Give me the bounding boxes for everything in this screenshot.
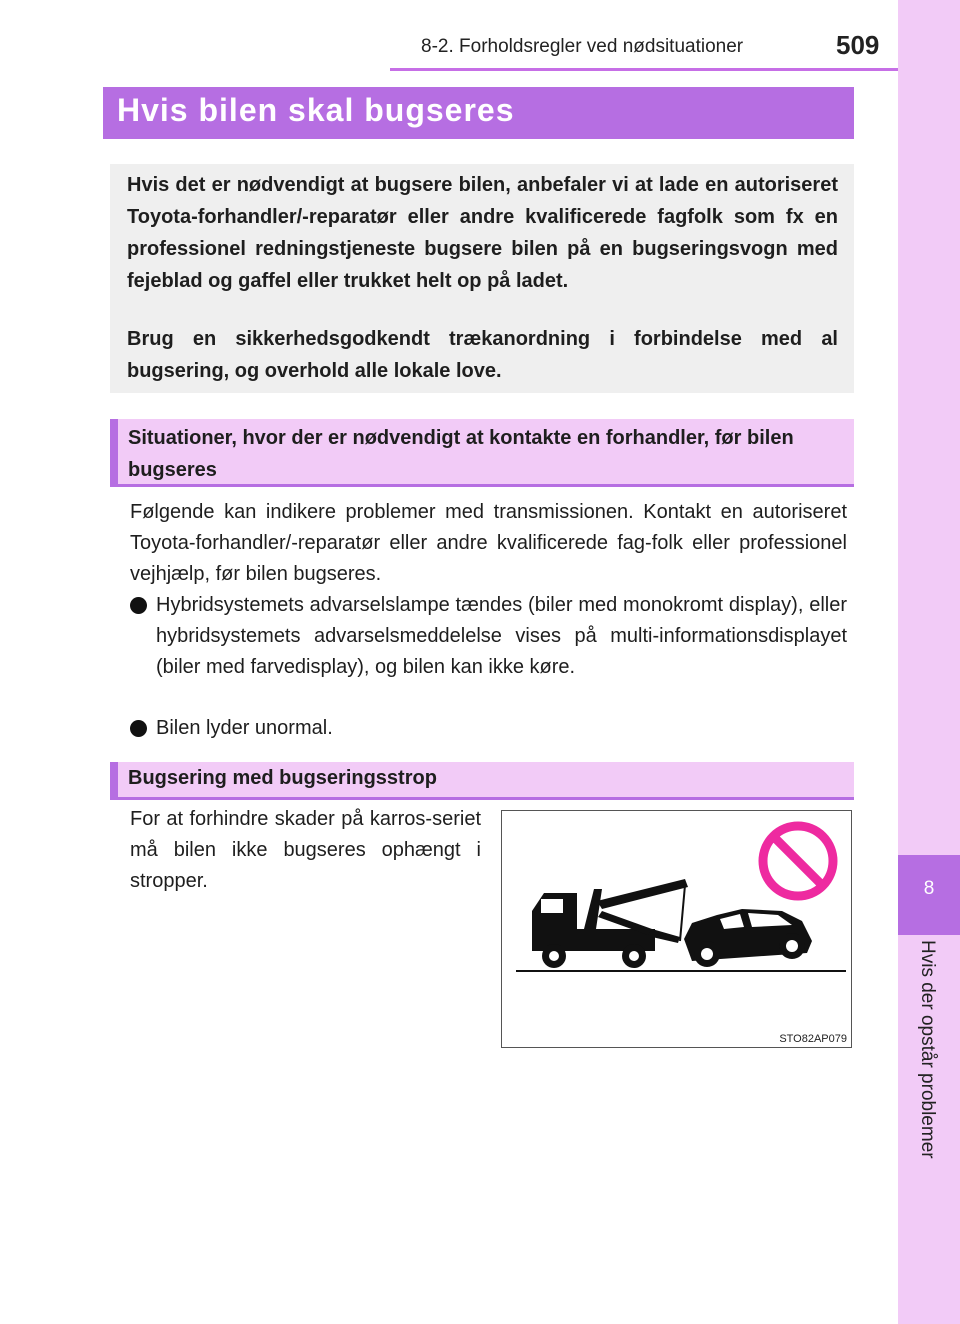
towing-illustration <box>501 810 852 1048</box>
bullet-text: Hybridsystemets advarselslampe tændes (biler med monokromt display), eller hybridsystemets advarselsmeddelelse vises på multi-informationsdisplayet (biler med farvedisplay), og bilen kan ikke køre. <box>156 594 847 678</box>
heading-accent-bar <box>110 419 118 484</box>
figure-code: STO82AP079 <box>779 1033 847 1045</box>
prohibition-icon <box>763 826 833 896</box>
bullet-text: Bilen lyder unormal. <box>156 717 333 739</box>
chapter-label: Hvis der opstår problemer <box>917 940 938 1159</box>
bullet-icon <box>130 597 147 614</box>
tow-truck-icon <box>532 879 688 968</box>
section-heading-text: Bugsering med bugseringsstrop <box>128 767 437 789</box>
section-heading-towing-strap <box>110 762 854 800</box>
intro-paragraph-2: Brug en sikkerhedsgodkendt trækanordning i forbindelse med al bugsering, og overhold alle lokale love. <box>127 328 838 382</box>
chapter-number: 8 <box>923 878 935 899</box>
heading-accent-bar <box>110 762 118 797</box>
section-body: For at forhindre skader på karros-seriet må bilen ikke bugseres ophængt i stropper. <box>130 808 481 892</box>
section-header: 8-2. Forholdsregler ved nødsituationer <box>421 36 744 57</box>
towed-car-icon <box>684 909 812 967</box>
section-body: Følgende kan indikere problemer med transmissionen. Kontakt en autoriseret Toyota-forhandler/-reparatør eller andre kvalificerede fag-folk eller professionel vejhjælp, før bilen bugseres. <box>130 501 847 585</box>
tow-truck-drawing <box>502 811 851 1047</box>
intro-paragraph-1: Hvis det er nødvendigt at bugsere bilen, anbefaler vi at lade en autoriseret Toyota-forhandler/-reparatør eller andre kvalificerede fagfolk som fx en professionel redningstjeneste bugsere bilen på en bugseringsvogn med fejeblad og gaffel eller trukket helt op på ladet. <box>127 174 838 292</box>
header-rule <box>390 68 898 71</box>
section-heading-text: Situationer, hvor der er nødvendigt at kontakte en forhandler, før bilen bugseres <box>128 427 794 481</box>
page-title: Hvis bilen skal bugseres <box>117 92 515 128</box>
bullet-icon <box>130 720 147 737</box>
section-heading-contact-dealer <box>110 419 854 487</box>
page-number: 509 <box>836 30 880 60</box>
